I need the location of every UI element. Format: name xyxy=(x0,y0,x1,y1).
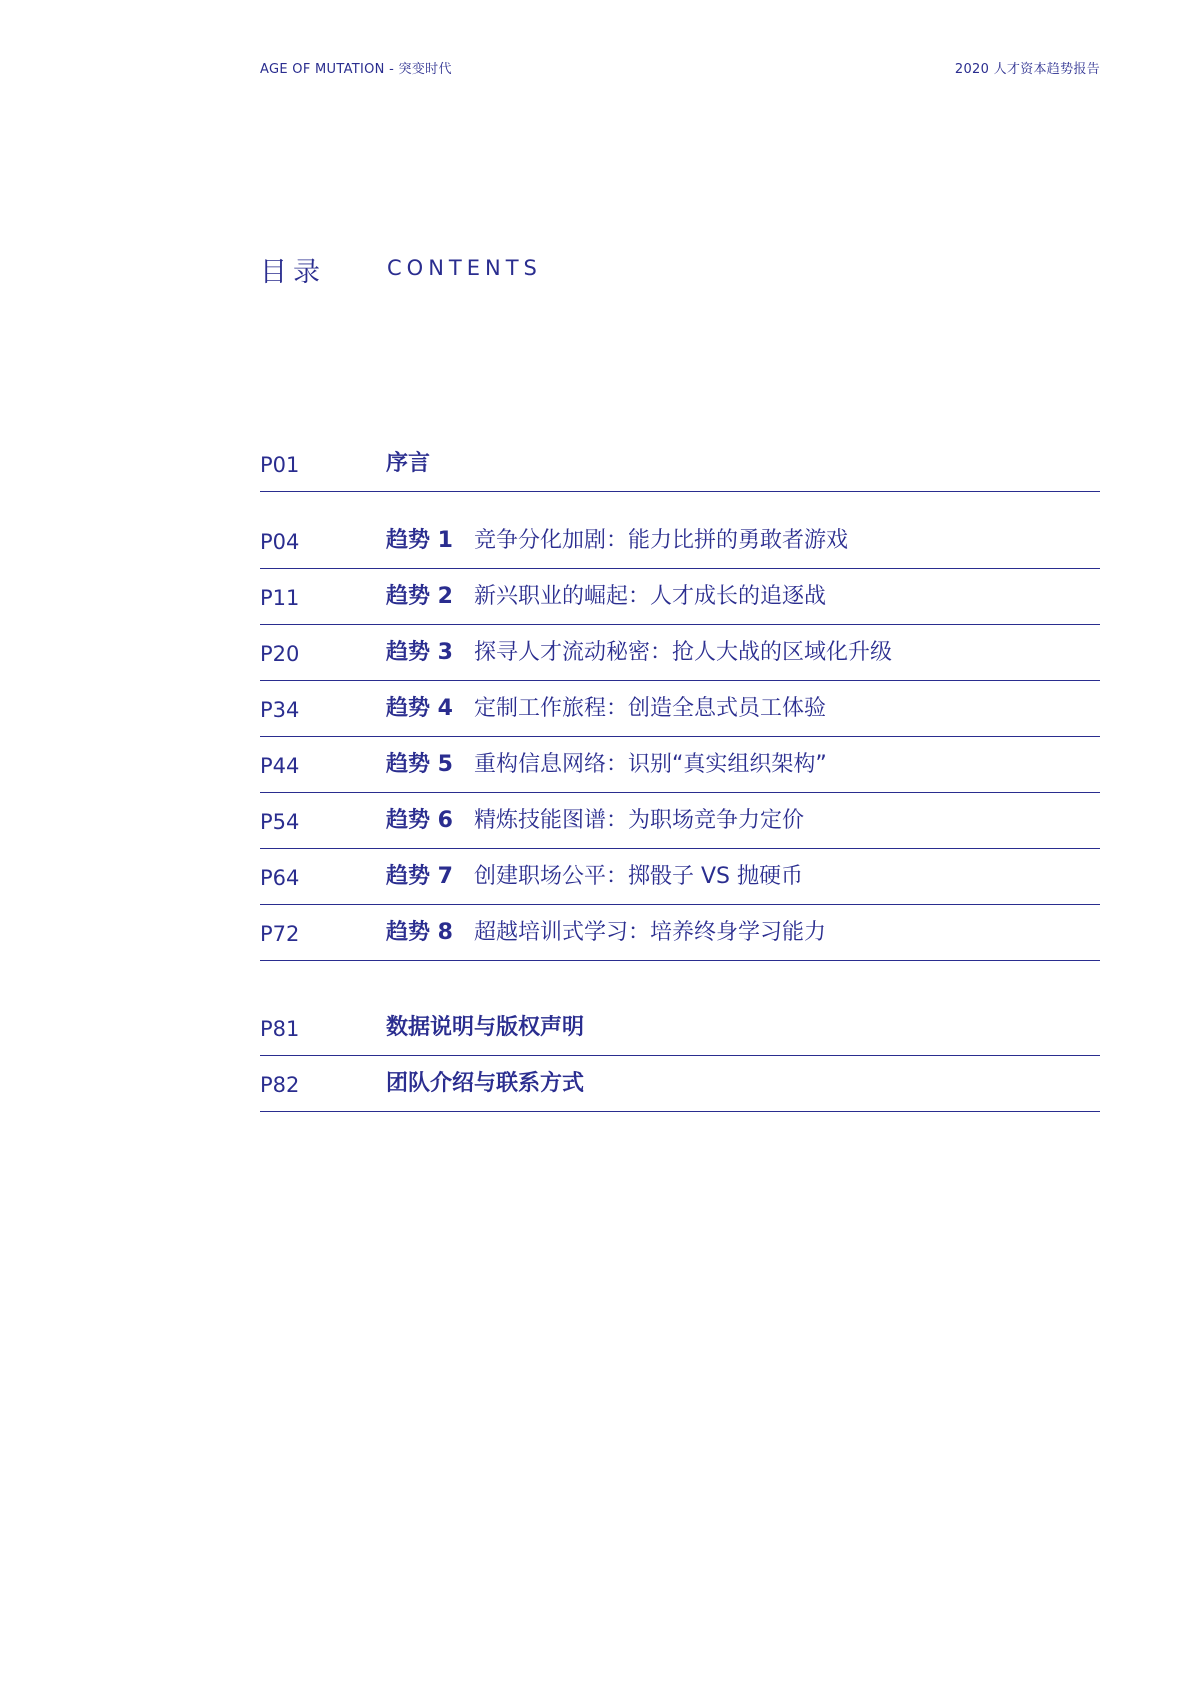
toc-page-number: P11 xyxy=(260,586,300,610)
toc-entry-trend-1[interactable] xyxy=(260,513,1100,569)
toc-trend-title: 精炼技能图谱：为职场竞争力定价 xyxy=(474,808,805,833)
toc-entry-title xyxy=(386,915,826,946)
toc-entry-title xyxy=(386,1066,584,1097)
toc-entry-title xyxy=(386,446,430,477)
toc-entry-trend-4[interactable] xyxy=(260,681,1100,737)
toc-entry-title-text: 数据说明与版权声明 xyxy=(386,1015,585,1040)
toc-entry-title xyxy=(386,747,827,778)
toc-entry-trend-3[interactable] xyxy=(260,625,1100,681)
toc-trend-number: 趋势 8 xyxy=(386,920,453,945)
toc-entry-trend-5[interactable] xyxy=(260,737,1100,793)
toc-trend-title: 竞争分化加剧：能力比拼的勇敢者游戏 xyxy=(474,528,849,553)
toc-page-number: P82 xyxy=(260,1073,300,1097)
toc-appendix-section xyxy=(260,1000,1100,1112)
toc-trend-number: 趋势 7 xyxy=(386,864,453,889)
page-header xyxy=(260,58,1100,78)
toc-entry-title xyxy=(386,579,826,610)
toc-trends-section xyxy=(260,513,1100,961)
toc-page-number: P64 xyxy=(260,866,300,890)
toc-page-number: P20 xyxy=(260,642,300,666)
toc-entry-title xyxy=(386,523,848,554)
toc-entry-trend-7[interactable] xyxy=(260,849,1100,905)
contents-heading-zh: 目录 xyxy=(260,257,326,288)
toc-trend-number: 趋势 2 xyxy=(386,584,453,609)
toc-trend-title: 探寻人才流动秘密：抢人大战的区域化升级 xyxy=(474,640,893,665)
toc-trend-title: 创建职场公平：掷骰子 VS 抛硬币 xyxy=(474,864,804,889)
toc-trend-number: 趋势 3 xyxy=(386,640,453,665)
toc-entry-title xyxy=(386,691,826,722)
toc-page-number: P34 xyxy=(260,698,300,722)
toc-trend-number: 趋势 4 xyxy=(386,696,453,721)
toc-trend-title: 定制工作旅程：创造全息式员工体验 xyxy=(474,696,827,721)
toc-entry-team-contact[interactable] xyxy=(260,1056,1100,1112)
toc-preface-section xyxy=(260,436,1100,492)
toc-trend-title: 重构信息网络：识别“真实组织架构” xyxy=(474,752,827,777)
toc-page-number: P04 xyxy=(260,530,300,554)
toc-entry-trend-8[interactable] xyxy=(260,905,1100,961)
contents-heading xyxy=(260,250,860,290)
toc-entry-title xyxy=(386,859,803,890)
contents-heading-en: CONTENTS xyxy=(387,256,542,280)
toc-entry-title-text: 序言 xyxy=(386,451,431,476)
toc-trend-number: 趋势 5 xyxy=(386,752,453,777)
header-report-series: AGE OF MUTATION - 突变时代 xyxy=(260,62,452,77)
toc-page-number: P01 xyxy=(260,453,300,477)
toc-entry-title xyxy=(386,803,804,834)
toc-page-number: P44 xyxy=(260,754,300,778)
toc-trend-number: 趋势 1 xyxy=(386,528,453,553)
toc-entry-title xyxy=(386,635,892,666)
toc-entry-title xyxy=(386,1010,584,1041)
toc-entry-data-copyright[interactable] xyxy=(260,1000,1100,1056)
toc-entry-trend-2[interactable] xyxy=(260,569,1100,625)
header-report-title: 2020 人才资本趋势报告 xyxy=(954,62,1100,77)
toc-page-number: P81 xyxy=(260,1017,300,1041)
toc-entry-preface[interactable] xyxy=(260,436,1100,492)
toc-entry-title-text: 团队介绍与联系方式 xyxy=(386,1071,585,1096)
toc-entry-trend-6[interactable] xyxy=(260,793,1100,849)
toc-trend-number: 趋势 6 xyxy=(386,808,453,833)
toc-page-number: P54 xyxy=(260,810,300,834)
toc-page-number: P72 xyxy=(260,922,300,946)
toc-trend-title: 超越培训式学习：培养终身学习能力 xyxy=(474,920,827,945)
toc-trend-title: 新兴职业的崛起：人才成长的追逐战 xyxy=(474,584,827,609)
